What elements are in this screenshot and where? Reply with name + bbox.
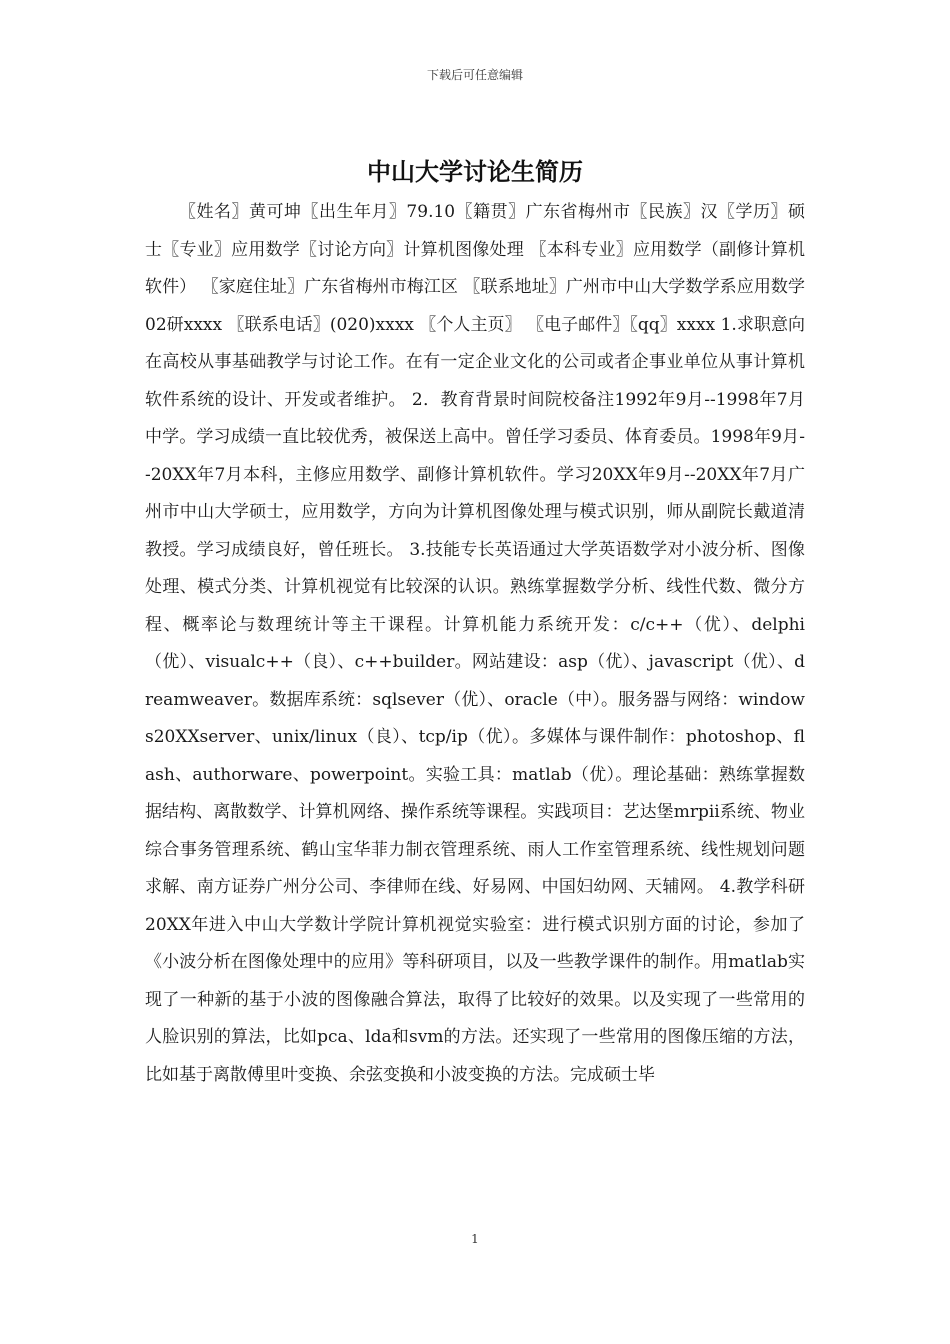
- page-number: 1: [471, 1232, 479, 1246]
- resume-body-paragraph: 〖姓名〗黄可坤〖出生年月〗79.10〖籍贯〗广东省梅州市〖民族〗汉〖学历〗硕士〖专业〗应用数学〖讨论方向〗计算机图像处理 〖本科专业〗应用数学（副修计算机软件） 〖家庭住址〗广东省梅州市梅江区 〖联系地址〗广州市中山大学数学系应用数学02研xxxx 〖联系电话〗(020)xxxx 〖个人主页〗 〖电子邮件〗〖qq〗xxxx 1.求职意向在高校从事基础教学与讨论工作。在有一定企业文化的公司或者企事业单位从事计算机软件系统的设计、开发或者维护。 2．教育背景时间院校备注1992年9月--1998年7月中学。学习成绩一直比较优秀，被保送上高中。曾任学习委员、体育委员。1998年9月--20XX年7月本科，主修应用数学、副修计算机软件。学习20XX年9月--20XX年7月广州市中山大学硕士，应用数学，方向为计算机图像处理与模式识别，师从副院长戴道清教授。学习成绩良好，曾任班长。 3.技能专长英语通过大学英语数学对小波分析、图像处理、模式分类、计算机视觉有比较深的认识。熟练掌握数学分析、线性代数、微分方程、概率论与数理统计等主干课程。计算机能力系统开发：c/c++（优）、delphi（优）、visualc++（良）、c++builder。网站建设：asp（优）、javascript（优）、dreamweaver。数据库系统：sqlsever（优）、oracle（中）。服务器与网络：windows20XXserver、unix/linux（良）、tcp/ip（优）。多媒体与课件制作：photoshop、flash、authorware、powerpoint。实验工具：matlab（优）。理论基础：熟练掌握数据结构、离散数学、计算机网络、操作系统等课程。实践项目：艺达堡mrpii系统、物业综合事务管理系统、鹤山宝华菲力制衣管理系统、雨人工作室管理系统、线性规划问题求解、南方证券广州分公司、李律师在线、好易网、中国妇幼网、天辅网。 4.教学科研20XX年进入中山大学数计学院计算机视觉实验室：进行模式识别方面的讨论，参加了《小波分析在图像处理中的应用》等科研项目，以及一些教学课件的制作。用matlab实现了一种新的基于小波的图像融合算法，取得了比较好的效果。以及实现了一些常用的人脸识别的算法，比如pca、lda和svm的方法。还实现了一些常用的图像压缩的方法，比如基于离散傅里叶变换、余弦变换和小波变换的方法。完成硕士毕: [145, 202, 805, 1085]
- document-title: 中山大学讨论生简历: [367, 158, 583, 186]
- header-note: 下载后可任意编辑: [426, 68, 523, 82]
